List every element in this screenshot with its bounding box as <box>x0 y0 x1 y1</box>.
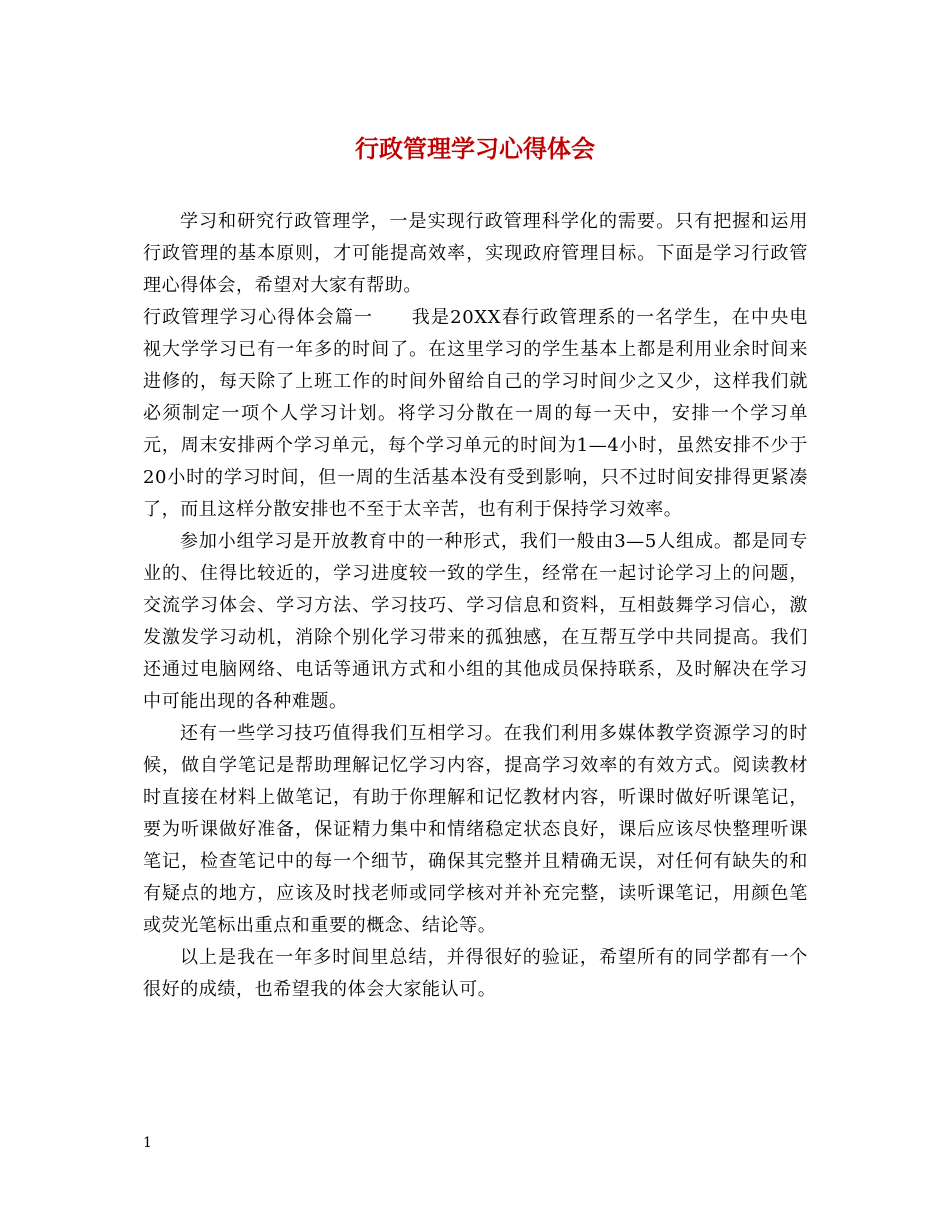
section-text: 我是20XX春行政管理系的一名学生，在中央电视大学学习已有一年多的时间了。在这里学习的学生基本上都是利用业余时间来进修的，每天除了上班工作的时间外留给自己的学习时间少之又少，这样我们就必须制定一项个人学习计划。将学习分散在一周的每一天中，安排一个学习单元，周末安排两个学习单元，每个学习单元的时间为1—4小时，虽然安排不少于20小时的学习时间，但一周的生活基本没有受到影响，只不过时间安排得更紧凑了，而且这样分散安排也不至于太辛苦，也有利于保持学习效率。 <box>143 307 809 520</box>
study-skills-paragraph: 还有一些学习技巧值得我们互相学习。在我们利用多媒体教学资源学习的时候，做自学笔记是帮助理解记忆学习内容，提高学习效率的有效方式。阅读教材时直接在材料上做笔记，有助于你理解和记忆教材内容，听课时做好听课笔记，要为听课做好准备，保证精力集中和情绪稳定状态良好，课后应该尽快整理听课笔记，检查笔记中的每一个细节，确保其完整并且精确无误，对任何有缺失的和有疑点的地方，应该及时找老师或同学核对并补充完整，读听课笔记，用颜色笔或荧光笔标出重点和重要的概念、结论等。 <box>143 723 808 936</box>
page-number: 1 <box>143 1135 152 1151</box>
section-paragraph <box>143 302 808 526</box>
intro-paragraph: 学习和研究行政管理学，一是实现行政管理科学化的需要。只有把握和运用行政管理的基本原则，才可能提高效率，实现政府管理目标。下面是学习行政管理心得体会，希望对大家有帮助。 <box>143 211 808 296</box>
page-title: 行政管理学习心得体会 <box>355 134 595 163</box>
document-body <box>143 206 808 1006</box>
group-study-paragraph: 参加小组学习是开放教育中的一种形式，我们一般由3—5人组成。都是同专业的、住得比较近的，学习进度较一致的学生，经常在一起讨论学习上的问题，交流学习体会、学习方法、学习技巧、学习信息和资料，互相鼓舞学习信心，激发激发学习动机，消除个别化学习带来的孤独感，在互帮互学中共同提高。我们还通过电脑网络、电话等通讯方式和小组的其他成员保持联系，及时解决在学习中可能出现的各种难题。 <box>143 531 808 712</box>
conclusion-paragraph: 以上是我在一年多时间里总结，并得很好的验证，希望所有的同学都有一个很好的成绩，也希望我的体会大家能认可。 <box>143 947 808 1000</box>
section-heading: 行政管理学习心得体会篇一 <box>143 307 374 328</box>
